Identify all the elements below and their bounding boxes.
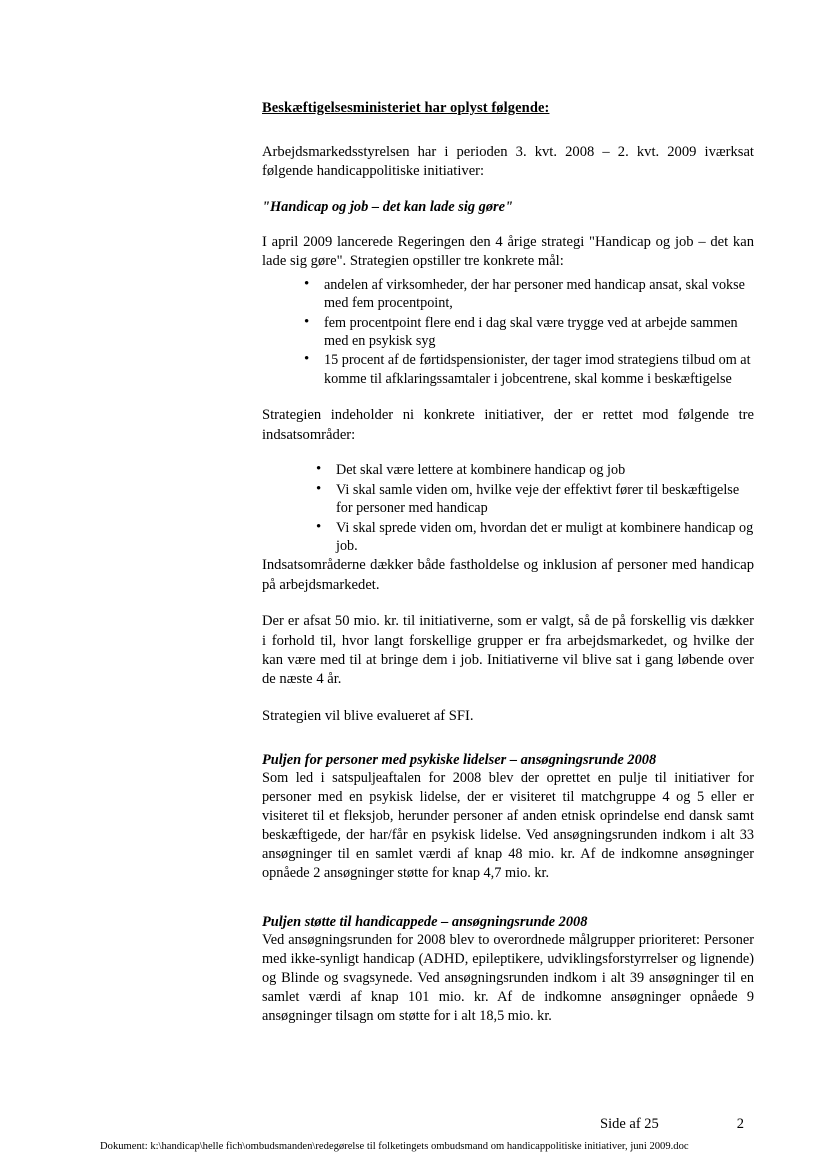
bullet-list-goals (262, 276, 754, 389)
list-item: • andelen af virksomheder, der har personer med handicap ansat, skal vokse med fem procentpoint, (296, 276, 754, 313)
section-1-paragraph-2: Strategien indeholder ni konkrete initiativer, der er rettet mod følgende tre indsatsområder: (262, 407, 754, 443)
section-2-body: Som led i satspuljeaftalen for 2008 blev der oprettet en pulje til initiativer for personer med en psykisk lidelse, der er visiteret til matchgruppe 4 og 5 eller er visiteret til et fleksjob, herunder personer af anden etnisk oprindelse end dansk samt beskæftigede, der har/får en psykisk lidelse. Ved ansøgningsrunden indkom i alt 33 ansøgninger til en samlet værdi af knap 48 mio. kr. Af de indkomne ansøgninger opnåede 2 ansøgninger støtte for knap 4,7 mio. kr. (262, 770, 754, 881)
section-1-paragraph-1: I april 2009 lancerede Regeringen den 4 årige strategi "Handicap og job – det kan lade sig gøre". Strategien opstiller tre konkrete mål: (262, 233, 754, 270)
list-item: • Det skal være lettere at kombinere handicap og job (308, 461, 754, 479)
section-1-paragraph-4: Der er afsat 50 mio. kr. til initiativerne, som er valgt, så de på forskellig vis dækker i forhold til, hvor langt forskellige grupper er fra arbejdsmarkedet, og hvilke der kan være med til at bringe dem i job. Initiativerne vil blive sat i gang løbende over de næste 4 år. (262, 613, 754, 688)
section-1-title: "Handicap og job – det kan lade sig gøre" (262, 198, 514, 215)
bullet-list-focus-areas (262, 461, 754, 555)
page-number: 2 (736, 1116, 744, 1132)
section-3-body: Ved ansøgningsrunden for 2008 blev to overordnede målgrupper prioriteret: Personer med ikke-synligt handicap (ADHD, epileptikere, udviklingsforstyrrelser og lignende) og Blinde og svagsynede. Ved ansøgningsrunden indkom i alt 39 ansøgninger til en samlet værdi af knap 101 mio. kr. Af de indkomne ansøgninger opnåede 9 ansøgninger tilsagn om støtte for i alt 18,5 mio. kr. (262, 932, 754, 1024)
list-item: • Vi skal sprede viden om, hvordan det er muligt at kombinere handicap og job. (308, 519, 754, 556)
document-body (262, 100, 754, 1026)
list-item: • fem procentpoint flere end i dag skal være trygge ved at arbejde sammen med en psykisk syg (296, 314, 754, 351)
section-1-paragraph-3: Indsatsområderne dækker både fastholdelse og inklusion af personer med handicap på arbejdsmarkedet. (262, 557, 754, 593)
section-2-title: Puljen for personer med psykiske lidelser – ansøgningsrunde 2008 (262, 752, 657, 769)
section-1-paragraph-5: Strategien vil blive evalueret af SFI. (262, 707, 474, 724)
section-3-title: Puljen støtte til handicappede – ansøgningsrunde 2008 (262, 914, 588, 931)
page-label: Side af 25 (600, 1116, 659, 1132)
page-title: Beskæftigelsesministeriet har oplyst følgende: (262, 100, 550, 116)
document-path-footer: Dokument: k:\handicap\helle fich\ombudsmanden\redegørelse til folketingets ombudsmand om handicappolitiske initiativer, juni 2009.doc (100, 1141, 689, 1152)
intro-paragraph: Arbejdsmarkedsstyrelsen har i perioden 3. kvt. 2008 – 2. kvt. 2009 iværksat følgende handicappolitiske initiativer: (262, 144, 754, 180)
list-item: • Vi skal samle viden om, hvilke veje der effektivt fører til beskæftigelse for personer med handicap (308, 481, 754, 518)
list-item: • 15 procent af de førtidspensionister, der tager imod strategiens tilbud om at komme til afklaringssamtaler i jobcentrene, skal komme i beskæftigelse (296, 351, 754, 388)
